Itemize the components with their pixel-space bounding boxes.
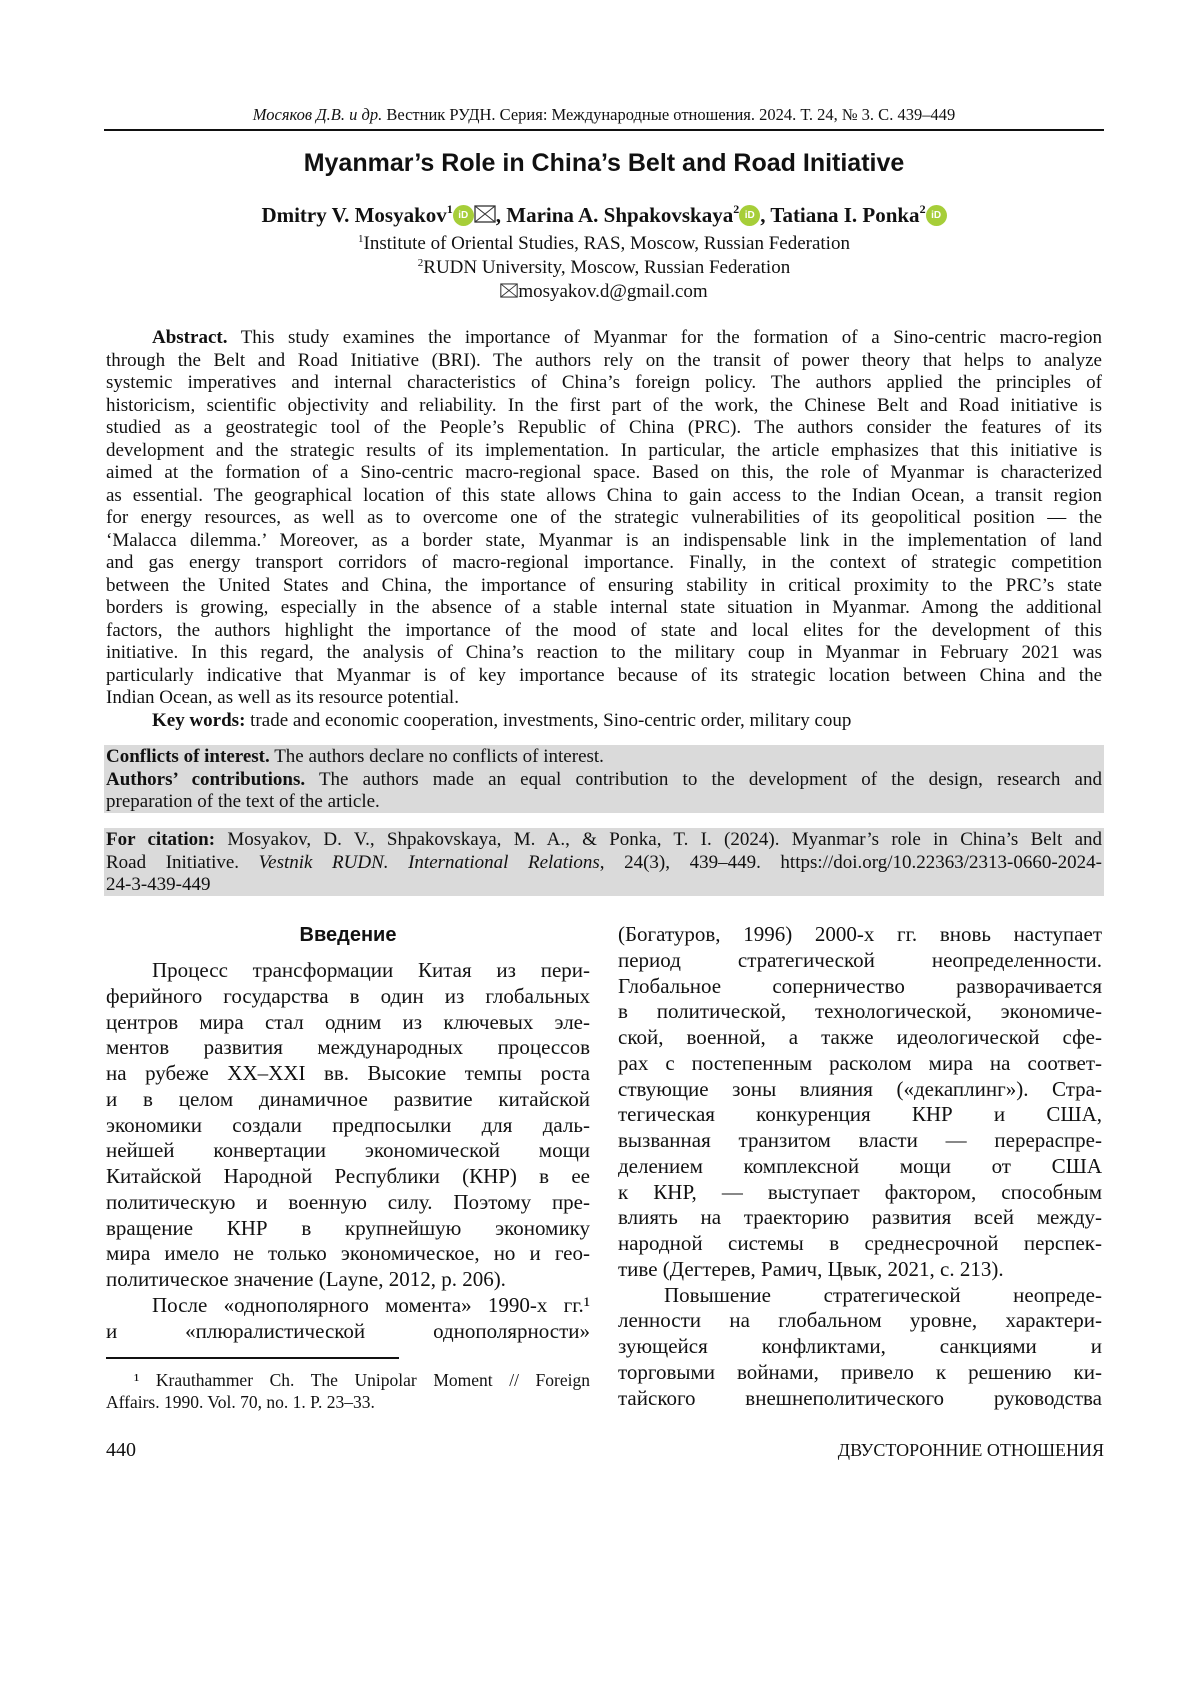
- citation-doi[interactable]: , 24(3), 439–449. https://doi.org/10.22363/2313-0660-2024-: [600, 852, 1102, 873]
- contact-email: [104, 280, 1104, 305]
- contributions-line: [106, 769, 1102, 792]
- citation-journal: Vestnik RUDN. International Relations: [259, 852, 600, 873]
- abstract-line: and gas energy transport corridors of macro-regional importance. Finally, in the context of strategic competition: [106, 552, 1102, 575]
- citation-text: Mosyakov, D. V., Shpakovskaya, M. A., & Ponka, T. I. (2024). Myanmar’s role in China’s Belt and: [227, 829, 1102, 850]
- paragraph: [618, 1283, 1102, 1412]
- affiliation-2: [104, 256, 1104, 280]
- text-line: мира имело не только экономическое, но и гео-: [106, 1241, 590, 1267]
- text-line: в политической, технологической, экономиче-: [618, 999, 1102, 1025]
- abstract-line: particularly indicative that Myanmar is of key importance because of its strategic location between China and the: [106, 665, 1102, 688]
- author-list: Dmitry V. Mosyakov1 iD , Marina A. Shpakovskaya2 iD , Tatiana I. Ponka2 iD: [104, 201, 1104, 230]
- text-line: ферийного государства в один из глобальных: [106, 984, 590, 1010]
- text-line: экономики создали предпосылки для даль-: [106, 1113, 590, 1139]
- page-number: 440: [106, 1438, 136, 1462]
- running-head: [104, 104, 1104, 126]
- orcid-icon[interactable]: iD: [926, 205, 947, 226]
- section-name: ДВУСТОРОННИЕ ОТНОШЕНИЯ: [838, 1438, 1104, 1462]
- text-line: тиве (Дегтерев, Рамич, Цвык, 2021, с. 213).: [618, 1257, 1102, 1283]
- citation-box: [104, 828, 1104, 896]
- author-name: Dmitry V. Mosyakov: [261, 203, 446, 227]
- text-line: делением комплексной мощи от США: [618, 1154, 1102, 1180]
- text-line: влиять на траекторию развития всей между-: [618, 1205, 1102, 1231]
- text-line: период стратегической неопределенности.: [618, 948, 1102, 974]
- left-column: [106, 958, 590, 1344]
- abstract: [106, 327, 1102, 732]
- text-line: ленности на глобальном уровне, характери-: [618, 1308, 1102, 1334]
- text-line: зующейся конфликтами, санкциями и: [618, 1334, 1102, 1360]
- text-line: на рубеже XX–XXI вв. Высокие темпы роста: [106, 1061, 590, 1087]
- contributions-line: preparation of the text of the article.: [106, 791, 1102, 814]
- text-line: нейшей конвертации экономической мощи: [106, 1138, 590, 1164]
- text-line: (Богатуров, 1996) 2000-х гг. вновь наступает: [618, 922, 1102, 948]
- running-head-journal: Вестник РУДН. Серия: Международные отношения. 2024. Т. 24, № 3. С. 439–449: [386, 105, 955, 124]
- affiliation-marker: 1: [447, 202, 453, 216]
- text-line: и в целом динамичное развитие китайской: [106, 1087, 590, 1113]
- declarations-box: [104, 745, 1104, 813]
- conflicts-text: The authors declare no conflicts of interest.: [274, 746, 604, 767]
- abstract-line: initiative. In this regard, the analysis of China’s reaction to the military coup in Myanmar in February 2021 was: [106, 642, 1102, 665]
- contributions-label: Authors’ contributions.: [106, 769, 305, 790]
- abstract-line: ‘Malacca dilemma.’ Moreover, as a border state, Myanmar is an indispensable link in the implementation of land: [106, 530, 1102, 553]
- abstract-body: [106, 350, 1102, 688]
- affiliation-marker: 2: [733, 202, 739, 216]
- text-line: тегическая конкуренция КНР и США,: [618, 1102, 1102, 1128]
- text-line: Повышение стратегической неопреде-: [618, 1283, 1102, 1309]
- email-link[interactable]: mosyakov.d@gmail.com: [518, 281, 707, 302]
- affiliation-1: [104, 232, 1104, 256]
- header-rule: [104, 129, 1104, 131]
- text-line: и «плюралистической однополярности»: [106, 1319, 590, 1345]
- abstract-line: through the Belt and Road Initiative (BRI). The authors rely on the transit of power theory that helps to analyze: [106, 350, 1102, 373]
- abstract-line: borders is growing, especially in the absence of a stable internal state situation in Myanmar. Among the additional: [106, 597, 1102, 620]
- orcid-icon[interactable]: iD: [453, 205, 474, 226]
- author-name: Marina A. Shpakovskaya: [506, 203, 733, 227]
- keywords-text: trade and economic cooperation, investments, Sino-centric order, military coup: [250, 710, 851, 731]
- text-line: ской, военной, а также идеологической сфе-: [618, 1025, 1102, 1051]
- abstract-line: development and the strategic results of its implementation. In particular, the article emphasizes that this initiative is: [106, 440, 1102, 463]
- text-line: рах с постепенным расколом мира на соответ-: [618, 1051, 1102, 1077]
- abstract-line: for energy resources, as well as to overcome one of the strategic vulnerabilities of its geopolitical position — the: [106, 507, 1102, 530]
- citation-line: [106, 852, 1102, 875]
- keywords-label: Key words:: [152, 710, 245, 731]
- abstract-line: systemic imperatives and internal characteristics of China’s foreign policy. The authors applied the principles of: [106, 372, 1102, 395]
- text-line: вращение КНР в крупнейшую экономику: [106, 1216, 590, 1242]
- text-line: После «однополярного момента» 1990-х гг.¹: [106, 1293, 590, 1319]
- footnote-rule: [106, 1357, 399, 1359]
- affiliation-number: 2: [418, 257, 424, 269]
- affiliation-text: RUDN University, Moscow, Russian Federation: [423, 257, 790, 278]
- footnote: [106, 1369, 590, 1413]
- abstract-line: Indian Ocean, as well as its resource potential.: [106, 687, 1102, 710]
- text-line: ментов развития международных процессов: [106, 1035, 590, 1061]
- text-line: ствующие зоны влияния («декаплинг»). Стра-: [618, 1077, 1102, 1103]
- text-line: вызванная транзитом власти — перераспре-: [618, 1128, 1102, 1154]
- affiliation-text: Institute of Oriental Studies, RAS, Moscow, Russian Federation: [364, 233, 850, 254]
- citation-line: [106, 829, 1102, 852]
- text-line: политическое значение (Layne, 2012, p. 206).: [106, 1267, 590, 1293]
- text-line: народной системы в среднесрочной перспек-: [618, 1231, 1102, 1257]
- paragraph: [618, 922, 1102, 1283]
- citation-text: Road Initiative.: [106, 852, 239, 873]
- text-line: политическую и военную силу. Поэтому пре-: [106, 1190, 590, 1216]
- envelope-icon: [500, 281, 518, 305]
- conflicts-label: Conflicts of interest.: [106, 746, 270, 767]
- text-line: Процесс трансформации Китая из пери-: [106, 958, 590, 984]
- section-heading: Введение: [106, 922, 590, 948]
- envelope-icon[interactable]: [474, 202, 496, 230]
- abstract-line: factors, the authors highlight the importance of the mood of state and local elites for the development of this: [106, 620, 1102, 643]
- abstract-label: Abstract.: [152, 327, 227, 348]
- text-line: Глобальное соперничество разворачивается: [618, 974, 1102, 1000]
- affiliation-marker: 2: [920, 202, 926, 216]
- text-line: центров мира стал одним из ключевых эле-: [106, 1010, 590, 1036]
- footnote-line: Affairs. 1990. Vol. 70, no. 1. P. 23–33.: [106, 1391, 590, 1413]
- abstract-line: between the United States and China, the importance of ensuring stability in critical proximity to the PRC’s state: [106, 575, 1102, 598]
- abstract-line: studied as a geostrategic tool of the People’s Republic of China (PRC). The authors consider the features of its: [106, 417, 1102, 440]
- author-name: Tatiana I. Ponka: [770, 203, 919, 227]
- abstract-line: [106, 327, 1102, 350]
- orcid-icon[interactable]: iD: [739, 205, 760, 226]
- text-line: торговыми войнами, привело к решению ки-: [618, 1360, 1102, 1386]
- abstract-line: as essential. The geographical location of this state allows China to gain access to the Indian Ocean, a transit region: [106, 485, 1102, 508]
- paragraph: [106, 1293, 590, 1345]
- citation-line[interactable]: 24-3-439-449: [106, 874, 1102, 897]
- citation-label: For citation:: [106, 829, 215, 850]
- text-line: тайского внешнеполитического руководства: [618, 1386, 1102, 1412]
- paragraph: [106, 958, 590, 1293]
- abstract-line: historicism, scientific objectivity and reliability. In the first part of the work, the Chinese Belt and Road initiative is: [106, 395, 1102, 418]
- abstract-text: This study examines the importance of Myanmar for the formation of a Sino-centric macro-region: [241, 327, 1102, 348]
- running-head-authors: Мосяков Д.В. и др.: [253, 105, 382, 124]
- text-line: Китайской Народной Республики (КНР) в ее: [106, 1164, 590, 1190]
- text-line: к КНР, — выступает фактором, способным: [618, 1180, 1102, 1206]
- footnote-line: ¹ Krauthammer Ch. The Unipolar Moment // Foreign: [106, 1369, 590, 1391]
- contributions-text: The authors made an equal contribution to the development of the design, research and: [319, 769, 1102, 790]
- article-title: Myanmar’s Role in China’s Belt and Road Initiative: [104, 146, 1104, 180]
- abstract-line: aimed at the formation of a Sino-centric macro-regional space. Based on this, the role of Myanmar is characterized: [106, 462, 1102, 485]
- conflicts-of-interest: [106, 746, 1102, 769]
- affiliation-number: 1: [358, 233, 364, 245]
- keywords: [106, 710, 1102, 733]
- right-column: [618, 922, 1102, 1411]
